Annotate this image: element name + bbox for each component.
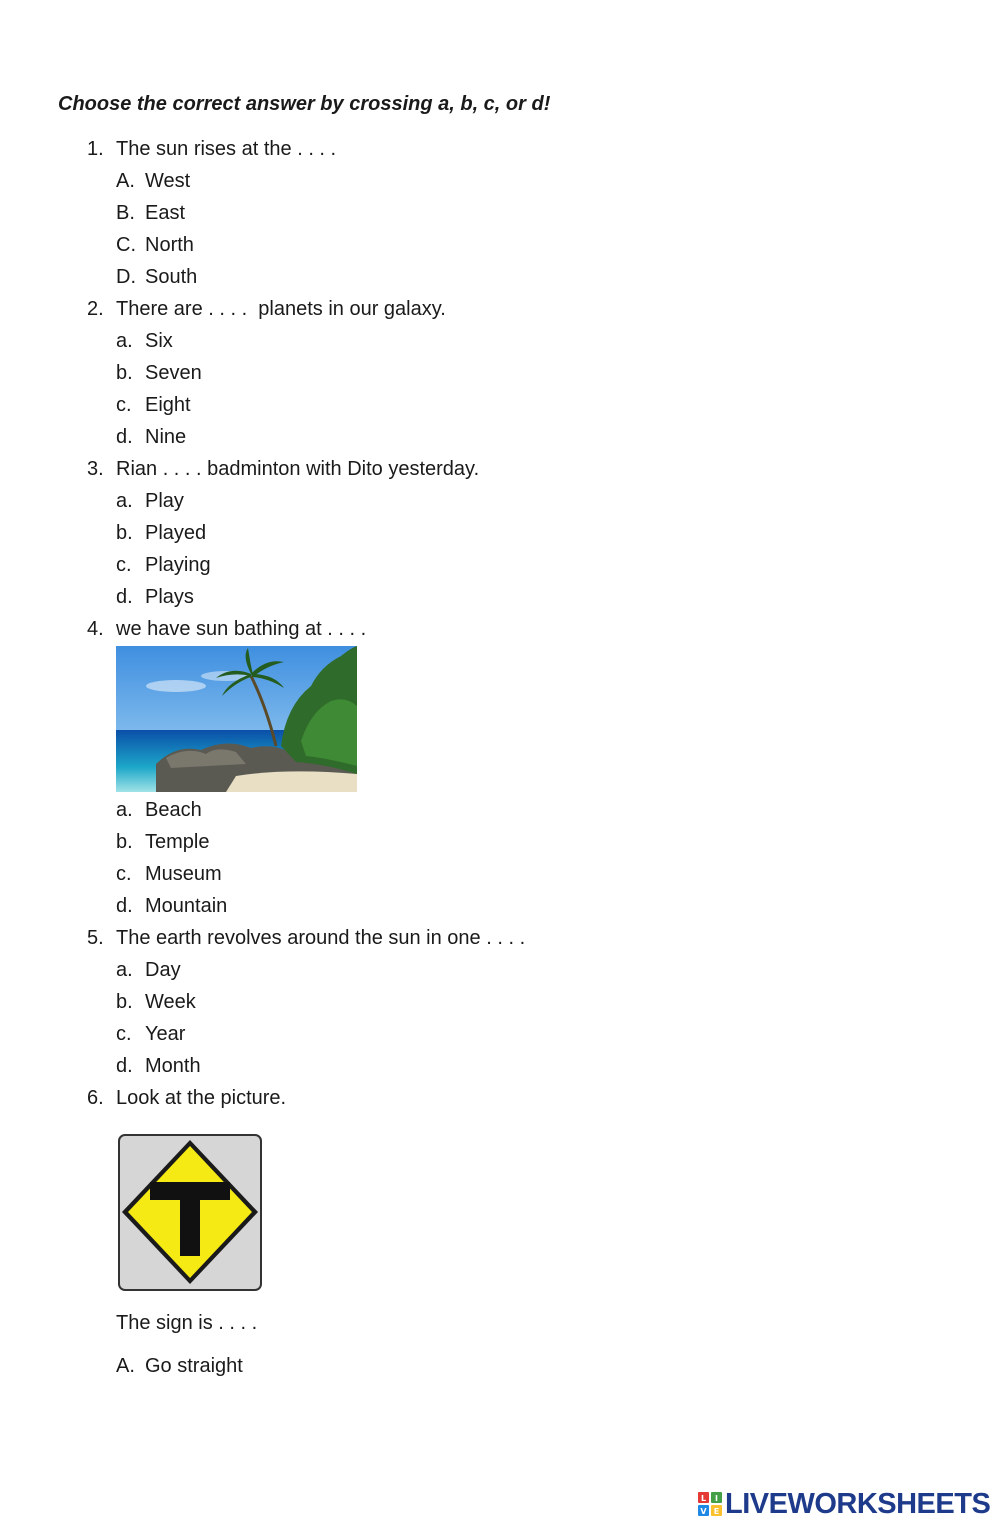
option-1b[interactable]	[116, 202, 185, 225]
question-text: Look at the picture.	[116, 1087, 287, 1109]
option-letter: c.	[116, 394, 132, 416]
question-number: 5.	[87, 927, 104, 949]
option-letter: b.	[116, 991, 133, 1013]
option-5b[interactable]	[116, 991, 196, 1014]
option-text: Mountain	[145, 895, 228, 917]
svg-text:V: V	[700, 1507, 707, 1516]
option-text: Museum	[145, 863, 222, 885]
option-text: Eight	[145, 394, 191, 416]
option-text: Go straight	[145, 1355, 243, 1377]
option-6a[interactable]	[116, 1355, 243, 1378]
option-letter: a.	[116, 959, 133, 981]
question-text: There are . . . . planets in our galaxy.	[116, 298, 446, 320]
option-letter: c.	[116, 1023, 132, 1045]
option-text: Seven	[145, 362, 202, 384]
option-3a[interactable]	[116, 490, 184, 513]
option-1d[interactable]	[116, 266, 197, 289]
option-letter: a.	[116, 799, 133, 821]
question-text: The sun rises at the . . . .	[116, 138, 337, 160]
question-5	[87, 927, 525, 950]
option-5d[interactable]	[116, 1055, 201, 1078]
option-text: Year	[145, 1023, 186, 1045]
option-1c[interactable]	[116, 234, 194, 257]
option-text: Day	[145, 959, 181, 981]
option-4d[interactable]	[116, 895, 227, 918]
option-letter: B.	[116, 202, 135, 224]
option-2a[interactable]	[116, 330, 173, 353]
question-number: 6.	[87, 1087, 104, 1109]
svg-text:I: I	[715, 1494, 718, 1503]
option-text: Week	[145, 991, 196, 1013]
question-number: 4.	[87, 618, 104, 640]
option-text: East	[145, 202, 186, 224]
option-text: North	[145, 234, 194, 256]
option-text: Six	[145, 330, 173, 352]
liveworksheets-brand	[698, 1487, 990, 1521]
option-letter: b.	[116, 522, 133, 544]
question-6-prompt: The sign is . . . .	[116, 1312, 258, 1334]
option-text: Playing	[145, 554, 211, 576]
option-letter: d.	[116, 1055, 133, 1077]
option-4c[interactable]	[116, 863, 222, 886]
question-number: 2.	[87, 298, 104, 320]
question-text: The earth revolves around the sun in one . . . .	[116, 927, 526, 949]
question-6	[87, 1087, 286, 1110]
option-letter: a.	[116, 490, 133, 512]
option-4b[interactable]	[116, 831, 209, 854]
option-letter: C.	[116, 234, 136, 256]
instruction-heading: Choose the correct answer by crossing a, b, c, or d!	[58, 93, 551, 115]
question-4	[87, 618, 366, 641]
beach-photo	[116, 646, 357, 792]
option-text: Played	[145, 522, 207, 544]
option-letter: b.	[116, 831, 133, 853]
option-letter: d.	[116, 895, 133, 917]
option-1a[interactable]	[116, 170, 190, 193]
option-letter: A.	[116, 170, 135, 192]
option-text: Play	[145, 490, 184, 512]
option-text: West	[145, 170, 191, 192]
question-text: Rian . . . . badminton with Dito yesterday.	[116, 458, 480, 480]
t-junction-sign-icon	[118, 1134, 262, 1291]
option-text: Month	[145, 1055, 201, 1077]
option-5a[interactable]	[116, 959, 181, 982]
question-1	[87, 138, 336, 161]
option-2b[interactable]	[116, 362, 202, 385]
option-letter: d.	[116, 586, 133, 608]
option-text: Plays	[145, 586, 194, 608]
option-letter: b.	[116, 362, 133, 384]
option-text: Nine	[145, 426, 187, 448]
option-text: South	[145, 266, 198, 288]
svg-text:L: L	[700, 1494, 707, 1503]
svg-text:E: E	[713, 1507, 720, 1516]
option-2d[interactable]	[116, 426, 186, 449]
option-3d[interactable]	[116, 586, 194, 609]
question-2	[87, 298, 446, 321]
option-letter: D.	[116, 266, 136, 288]
option-2c[interactable]	[116, 394, 191, 417]
option-5c[interactable]	[116, 1023, 185, 1046]
option-letter: d.	[116, 426, 133, 448]
question-text: we have sun bathing at . . . .	[116, 618, 367, 640]
liveworksheets-logo-icon	[698, 1492, 722, 1516]
option-4a[interactable]	[116, 799, 202, 822]
option-text: Temple	[145, 831, 210, 853]
option-3c[interactable]	[116, 554, 211, 577]
option-text: Beach	[145, 799, 202, 821]
option-letter: c.	[116, 554, 132, 576]
question-number: 3.	[87, 458, 104, 480]
option-letter: c.	[116, 863, 132, 885]
option-letter: a.	[116, 330, 133, 352]
brand-name: LIVEWORKSHEETS	[725, 1487, 991, 1520]
question-3	[87, 458, 479, 481]
option-letter: A.	[116, 1355, 135, 1377]
option-3b[interactable]	[116, 522, 206, 545]
question-number: 1.	[87, 138, 104, 160]
